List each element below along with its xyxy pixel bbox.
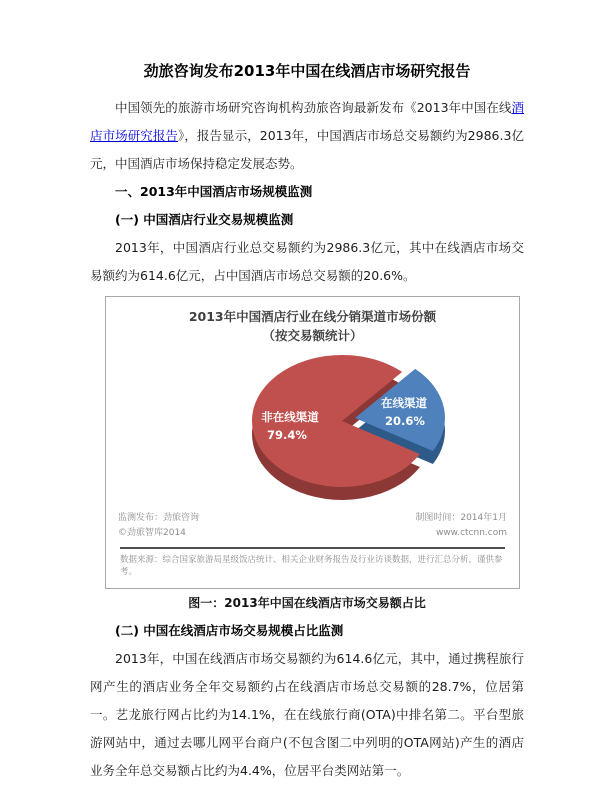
section-1-sub-2-paragraph: 2013年，中国在线酒店市场交易额约为614.6亿元，其中，通过携程旅行网产生的酒店业务全年交易额约占在线酒店市场总交易额的28.7%，位居第一。艺龙旅行网占比约为14.1%，在在线旅行商(OTA)中排名第二。平台型旅游网站中，通过去哪儿网平台商户(不包含图二中列明的OTA网站)产生的酒店业务全年总交易额占比约为4.4%，位居平台类网站第一。 [90,651,524,778]
figure-divider [120,547,505,549]
intro-text-after-link: 》，报告显示，2013年，中国酒店市场总交易额约为2986.3亿元，中国酒店市场保持稳定发展态势。 [90,128,524,171]
section-1-sub-1-paragraph: 2013年，中国酒店行业总交易额约为2986.3亿元，其中在线酒店市场交易额约为614.6亿元，占中国酒店市场总交易额的20.6%。 [90,240,524,283]
report-link[interactable]: 酒店市场研究报告 [90,100,524,143]
section-1-heading: 一、2013年中国酒店市场规模监测 [115,184,313,199]
figure-website: www.ctcnn.com [435,528,507,538]
pie-chart [118,349,508,509]
figure-publisher: 监测发布：劲旅咨询 [118,513,200,523]
figure-title-line2: （按交易额统计） [262,328,363,343]
intro-paragraph [90,94,524,178]
figure-copyright: ©劲旅智库2014 [118,528,186,538]
section-1-sub-2-heading: (二) 中国在线酒店市场交易规模占比监测 [115,623,344,638]
figure-footer [118,511,507,541]
figure-source-note: 数据来源：综合国家旅游局星级饭店统计、相关企业财务报告及行业访谈数据，进行汇总分析，谨供参考。 [120,555,503,577]
pie-label-offline: 非在线渠道 [261,410,319,424]
pie-value-offline: 79.4% [267,428,307,442]
intro-text-before-link: 中国领先的旅游市场研究咨询机构劲旅咨询最新发布《2013年中国在线 [115,100,512,115]
figure-title-line1: 2013年中国酒店行业在线分销渠道市场份额 [188,309,437,324]
figure-box [105,296,520,589]
section-1-sub-1-heading: (一) 中国酒店行业交易规模监测 [115,212,294,227]
pie-value-online: 20.6% [385,414,425,428]
figure-chart-date: 制图时间：2014年1月 [415,513,507,523]
page-title: 劲旅咨询发布2013年中国在线酒店市场研究报告 [143,62,471,80]
pie-label-online: 在线渠道 [381,396,427,410]
figure-caption: 图一：2013年中国在线酒店市场交易额占比 [188,596,426,610]
